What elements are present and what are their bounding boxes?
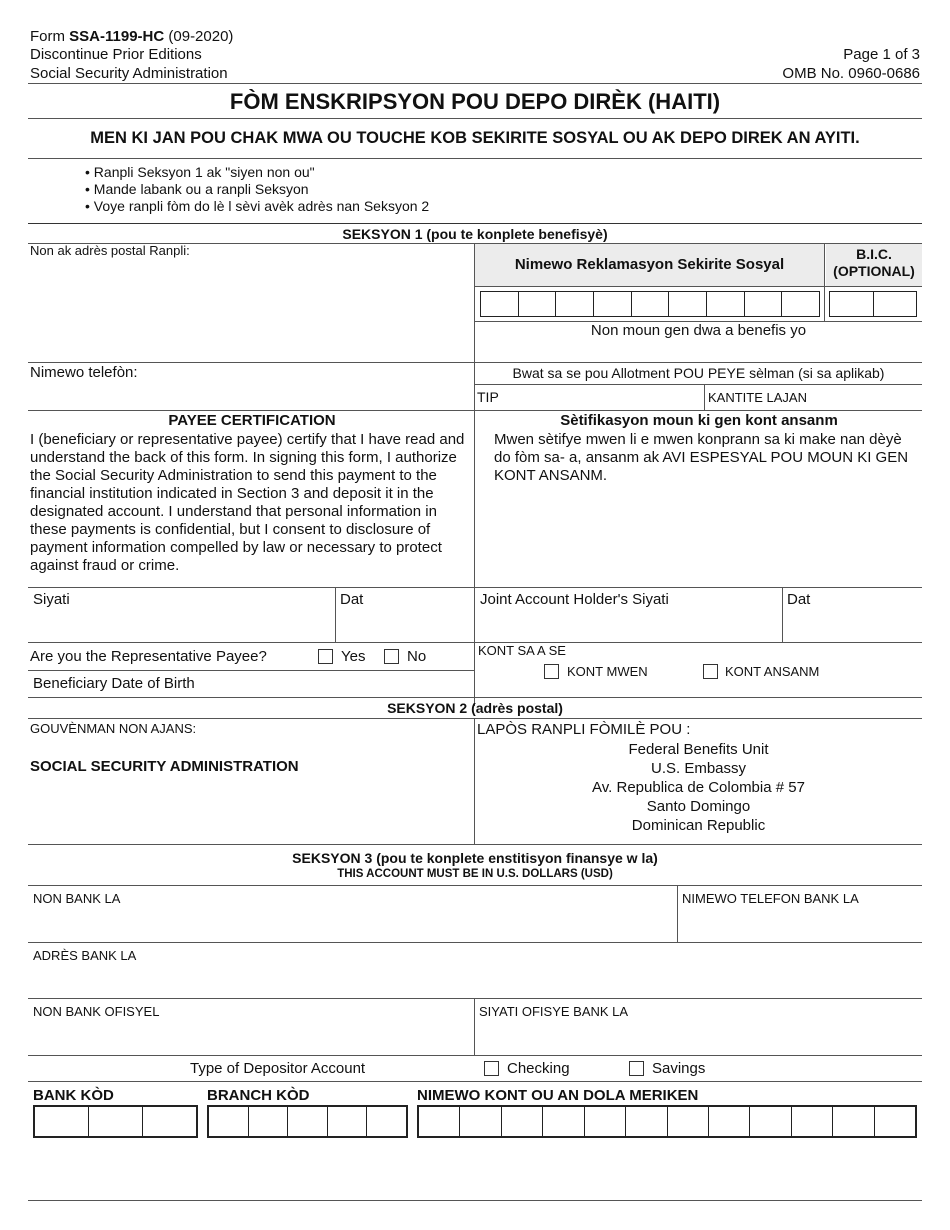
rep-payee-question: Are you the Representative Payee? (30, 648, 267, 665)
no-label: No (407, 648, 427, 665)
divider (475, 286, 922, 287)
bank-code-label: BANK KÒD (33, 1087, 114, 1104)
form-number-line (30, 28, 233, 46)
tip-label: TIP (477, 389, 499, 405)
divider (474, 243, 475, 588)
instruction-item: • Voye ranpli fòm do lè l sèvi avèk adrès nan Seksyon 2 (85, 198, 430, 214)
amount-label: KANTITE LAJAN (708, 390, 807, 405)
joint-account-label: KONT ANSANM (725, 664, 820, 679)
divider (28, 118, 922, 119)
divider (677, 885, 678, 942)
branch-code-label: BRANCH KÒD (207, 1087, 310, 1104)
agency-name-value: SOCIAL SECURITY ADMINISTRATION (30, 758, 299, 775)
bic-input[interactable] (829, 291, 917, 317)
bic-label-line: B.I.C. (856, 246, 892, 262)
rep-payee-yes-checkbox[interactable] (318, 649, 333, 664)
divider (28, 942, 922, 943)
section3-heading: SEKSYON 3 (pou te konplete enstitisyon finansye w la) (292, 850, 658, 866)
joint-signature-field[interactable] (480, 610, 778, 640)
divider (28, 83, 922, 84)
instruction-item: • Mande labank ou a ranpli Seksyon (85, 181, 309, 197)
address-line: Dominican Republic (631, 817, 766, 834)
yes-label: Yes (341, 648, 366, 665)
payee-certification-heading: PAYEE CERTIFICATION (168, 412, 336, 429)
amount-field[interactable] (810, 386, 920, 408)
divider (28, 642, 922, 643)
agency-name: Social Security Administration (30, 65, 228, 82)
form-prefix: Form (30, 28, 70, 45)
divider (824, 243, 825, 321)
savings-label: Savings (652, 1060, 706, 1077)
branch-code-input[interactable] (207, 1105, 408, 1138)
divider (28, 697, 922, 698)
divider (28, 223, 922, 224)
divider (28, 362, 922, 363)
date-field[interactable] (340, 610, 470, 640)
divider (475, 384, 922, 385)
page-number: Page 1 of 3 (843, 46, 920, 63)
date-label: Dat (340, 591, 364, 608)
joint-certification-heading: Sètifikasyon moun ki gen kont ansanm (560, 412, 838, 429)
single-account-label: KONT MWEN (567, 664, 648, 679)
page-title: FÒM ENSKRIPSYON POU DEPO DIRÈK (HAITI) (229, 89, 721, 114)
rep-payee-no-checkbox[interactable] (384, 649, 399, 664)
divider (704, 384, 705, 410)
divider (28, 718, 922, 719)
depositor-type-label: Type of Depositor Account (190, 1060, 366, 1077)
bank-address-label: ADRÈS BANK LA (33, 948, 137, 963)
dob-field[interactable] (240, 673, 470, 695)
official-name-field[interactable] (33, 1021, 470, 1053)
savings-checkbox[interactable] (629, 1061, 644, 1076)
mailing-address (475, 740, 922, 835)
bic-label-line: (OPTIONAL) (833, 263, 915, 279)
address-line: Av. Republica de Colombia # 57 (592, 779, 805, 796)
divider (474, 998, 475, 1055)
signature-field[interactable] (33, 610, 331, 640)
mail-to-label: LAPÒS RANPLI FÒMILÈ POU : (477, 721, 691, 738)
divider (28, 844, 922, 845)
payee-certification-text: I (beneficiary or representative payee) certify that I have read and understand the back of this form. In signing this form, I authorize the Social Security Administration to send this payment to the financial institution indicated in Section 3 and deposit it in the designated account. I understand that personal information in these payments is confidential, but I consent to disclosure of payment information compelled by law or necessary to protect against fraud or crime. (30, 431, 465, 574)
claim-number-label: Nimewo Reklamasyon Sekirite Sosyal (514, 256, 785, 273)
divider (474, 587, 475, 706)
divider (782, 587, 783, 642)
bank-phone-field[interactable] (682, 908, 920, 940)
joint-certification-text: Mwen sètifye mwen li e mwen konprann sa ki make nan dèyè do fòm sa- a, ansanm ak AVI ESPESYAL POU MOUN KI GEN KONT ANSANM. (494, 431, 909, 484)
account-number-input[interactable] (417, 1105, 917, 1138)
account-number-label: NIMEWO KONT OU AN DOLA MERIKEN (417, 1087, 699, 1104)
agency-label: GOUVÈNMAN NON AJANS: (30, 721, 197, 736)
divider (28, 410, 922, 411)
divider (335, 587, 336, 642)
claim-number-input[interactable] (480, 291, 820, 317)
checking-label: Checking (507, 1060, 570, 1077)
account-type-label: KONT SA A SE (478, 643, 566, 658)
dob-label: Beneficiary Date of Birth (33, 675, 195, 692)
address-line: U.S. Embassy (650, 760, 747, 777)
divider (28, 587, 922, 588)
bank-address-field[interactable] (33, 965, 920, 997)
discontinue-note: Discontinue Prior Editions (30, 46, 202, 63)
checking-checkbox[interactable] (484, 1061, 499, 1076)
joint-signature-label: Joint Account Holder's Siyati (480, 591, 669, 608)
divider (28, 1200, 922, 1201)
official-signature-field[interactable] (479, 1021, 920, 1053)
divider (28, 998, 922, 999)
signature-label: Siyati (33, 591, 70, 608)
bank-code-input[interactable] (33, 1105, 198, 1138)
divider (28, 158, 922, 159)
form-date: (09-2020) (164, 28, 234, 45)
phone-field[interactable] (150, 364, 470, 406)
allotment-label: Bwat sa se pou Allotment POU PEYE sèlman (si sa aplikab) (512, 365, 885, 381)
section1-heading: SEKSYON 1 (pou te konplete benefisyè) (342, 226, 608, 242)
official-signature-label: SIYATI OFISYE BANK LA (479, 1004, 629, 1019)
address-line: Santo Domingo (646, 798, 751, 815)
divider (28, 670, 474, 671)
omb-number: OMB No. 0960-0686 (782, 65, 920, 82)
address-line: Federal Benefits Unit (628, 741, 769, 758)
bank-name-field[interactable] (33, 908, 673, 940)
name-address-field[interactable] (30, 262, 470, 358)
phone-label: Nimewo telefòn: (30, 364, 138, 381)
name-address-label: Non ak adrès postal Ranpli: (30, 243, 190, 258)
joint-date-label: Dat (787, 591, 811, 608)
bic-label (826, 246, 922, 280)
divider (28, 885, 922, 886)
section3-subheading: THIS ACCOUNT MUST BE IN U.S. DOLLARS (USD) (337, 868, 613, 880)
official-name-label: NON BANK OFISYEL (33, 1004, 160, 1019)
form-number: SSA-1199-HC (69, 28, 165, 45)
section2-heading: SEKSYON 2 (adrès postal) (387, 700, 563, 716)
divider (28, 1081, 922, 1082)
joint-account-checkbox[interactable] (703, 664, 718, 679)
tip-field[interactable] (505, 386, 703, 408)
page-subtitle: MEN KI JAN POU CHAK MWA OU TOUCHE KOB SEKIRITE SOSYAL OU AK DEPO DIREK AN AYITI. (90, 129, 860, 147)
instruction-list (85, 164, 429, 215)
beneficiary-name-label: Non moun gen dwa a benefis yo (590, 322, 807, 339)
single-account-checkbox[interactable] (544, 664, 559, 679)
joint-date-field[interactable] (787, 610, 920, 640)
divider (28, 1055, 922, 1056)
instruction-item: • Ranpli Seksyon 1 ak "siyen non ou" (85, 164, 315, 180)
bank-name-label: NON BANK LA (33, 891, 121, 906)
bank-phone-label: NIMEWO TELEFON BANK LA (682, 891, 859, 906)
